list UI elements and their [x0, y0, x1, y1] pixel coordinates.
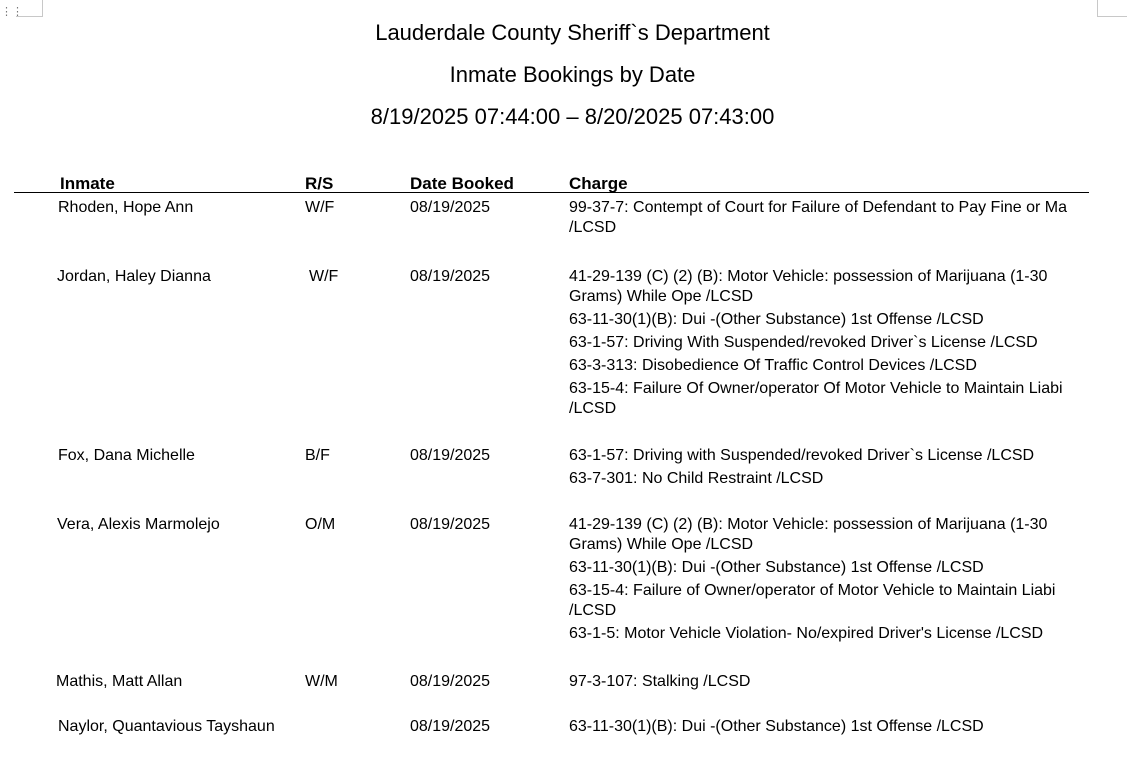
charge-item: 97-3-107: Stalking /LCSD: [569, 673, 751, 690]
inmate-name: Fox, Dana Michelle: [58, 447, 195, 464]
date-booked: 08/19/2025: [410, 199, 491, 216]
race-sex: W/F: [305, 199, 335, 216]
inmate-name: Vera, Alexis Marmolejo: [57, 516, 220, 533]
charge-item: 63-11-30(1)(B): Dui -(Other Substance) 1st Offense /LCSD: [569, 311, 984, 328]
charge-list: [569, 717, 1089, 740]
report-title: Inmate Bookings by Date: [449, 62, 696, 87]
race-sex: W/F: [309, 268, 339, 285]
page-corner-mark-right: [1097, 0, 1127, 17]
date-booked: 08/19/2025: [410, 268, 491, 285]
date-range: 8/19/2025 07:44:00 – 8/20/2025 07:43:00: [370, 104, 775, 129]
charge-list: [569, 672, 1089, 695]
column-header-rs: R/S: [305, 174, 334, 193]
charge-list: [569, 515, 1089, 647]
date-booked: 08/19/2025: [410, 673, 491, 690]
charge-item: 41-29-139 (C) (2) (B): Motor Vehicle: possession of Marijuana (1-30 Grams) While Ope /LCSD: [569, 268, 1048, 305]
charge-item: 99-37-7: Contempt of Court for Failure of Defendant to Pay Fine or Ma /LCSD: [569, 199, 1068, 236]
race-sex: B/F: [305, 447, 330, 464]
charge-item: 63-11-30(1)(B): Dui -(Other Substance) 1st Offense /LCSD: [569, 559, 984, 576]
date-booked: 08/19/2025: [410, 516, 491, 533]
charge-item: 63-15-4: Failure Of Owner/operator Of Motor Vehicle to Maintain Liabi /LCSD: [569, 380, 1063, 417]
drag-handle-icon[interactable]: ⋮⋮: [1, 6, 23, 18]
charge-item: 63-1-57: Driving with Suspended/revoked Driver`s License /LCSD: [569, 447, 1035, 464]
agency-title: Lauderdale County Sheriff`s Department: [375, 20, 770, 45]
inmate-name: Naylor, Quantavious Tayshaun: [58, 718, 275, 735]
date-booked: 08/19/2025: [410, 447, 491, 464]
race-sex: O/M: [305, 516, 336, 533]
charge-list: [569, 446, 1089, 492]
charge-item: 63-7-301: No Child Restraint /LCSD: [569, 470, 824, 487]
charge-list: [569, 267, 1089, 422]
charge-item: 41-29-139 (C) (2) (B): Motor Vehicle: possession of Marijuana (1-30 Grams) While Ope /LCSD: [569, 516, 1048, 553]
inmate-name: Jordan, Haley Dianna: [57, 268, 211, 285]
date-booked: 08/19/2025: [410, 718, 491, 735]
column-header-charge: Charge: [569, 174, 628, 193]
column-header-date-booked: Date Booked: [410, 174, 514, 193]
column-header-inmate: Inmate: [60, 174, 115, 193]
inmate-name: Mathis, Matt Allan: [56, 673, 183, 690]
charge-item: 63-3-313: Disobedience Of Traffic Control Devices /LCSD: [569, 357, 977, 374]
charge-item: 63-1-57: Driving With Suspended/revoked Driver`s License /LCSD: [569, 334, 1038, 351]
charge-item: 63-11-30(1)(B): Dui -(Other Substance) 1st Offense /LCSD: [569, 718, 984, 735]
inmate-name: Rhoden, Hope Ann: [58, 199, 194, 216]
charge-item: 63-1-5: Motor Vehicle Violation- No/expired Driver's License /LCSD: [569, 625, 1044, 642]
charge-list: [569, 198, 1089, 241]
charge-item: 63-15-4: Failure of Owner/operator of Motor Vehicle to Maintain Liabi /LCSD: [569, 582, 1056, 619]
race-sex: W/M: [305, 673, 338, 690]
header-rule: [14, 192, 1089, 193]
